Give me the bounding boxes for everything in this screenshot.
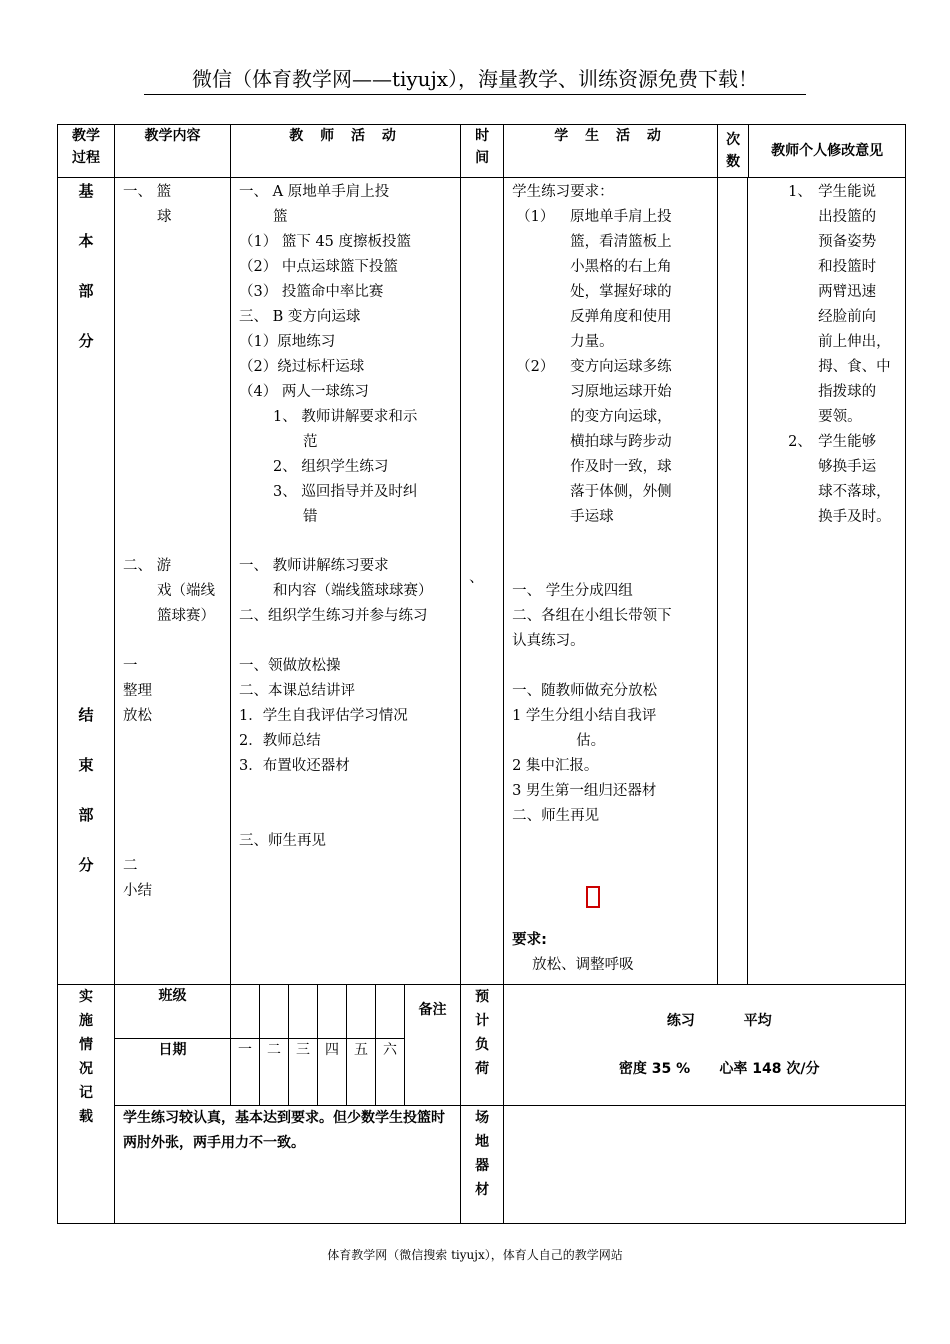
implementation-label: 实 施 情 况 记 载 [58,985,115,1224]
student-line: 的变方向运球， [570,409,672,425]
header-opinion: 教师个人修改意见 [771,143,884,159]
day-cell: 一 [231,1038,260,1105]
student-line: 习原地运球开始 [570,384,672,400]
teacher-line: （2）绕过标杆运球 [239,359,365,375]
count-cell [718,178,748,985]
red-mark-icon [586,886,600,908]
student-cell [504,178,718,985]
teacher-line: 3、 巡回指导并及时纠 [273,484,418,500]
header-process: 教学 过程 [58,125,115,178]
student-line: 3 男生第一组归还器材 [512,783,657,799]
remark-label: 备注 [405,985,461,1106]
student-line: 估。 [576,733,606,749]
section-label: 结 [78,706,94,724]
teacher-line: 二、本课总结讲评 [239,683,355,699]
student-line: 篮，看清篮板上 [570,234,672,250]
opinion-line: 拇、食、中 [818,359,891,375]
day-cell: 五 [347,1038,376,1105]
teacher-line: 一、领做放松操 [239,658,341,674]
opinion-line: 前上伸出， [818,334,891,350]
section-label: 部 [78,806,94,824]
student-line: 一、 学生分成四组 [512,583,633,599]
teacher-line: 3．布置收还器材 [239,758,350,774]
content-line: 小结 [123,883,152,899]
student-line: 1 学生分组小结自我评 [512,708,657,724]
class-slot [347,985,376,1039]
lesson-plan-table [57,124,906,1224]
opinion-line: 学生能说 [818,184,877,200]
teacher-line: 二、组织学生练习并参与练习 [239,608,428,624]
teacher-line: （2） 中点运球篮下投篮 [239,259,398,275]
opinion-line: 2、 [788,434,812,450]
opinion-line: 两臂迅速 [818,284,877,300]
student-line: 变方向运球多练 [570,359,672,375]
teacher-line: 错 [303,509,318,525]
opinion-line: 和投篮时 [818,259,877,275]
header-teacher: 教 师 活 动 [231,125,461,178]
day-cell: 四 [318,1038,347,1105]
section-label: 基 [78,182,94,200]
student-line: 放松、调整呼吸 [532,957,634,973]
load-label: 预 计 负 荷 [461,985,504,1106]
student-line: 小黑格的右上角 [570,259,672,275]
class-slot [318,985,347,1039]
time-mark: 、 [469,570,484,586]
opinion-cell [748,178,906,985]
header-content: 教学内容 [115,125,231,178]
student-line: 手运球 [570,509,614,525]
student-line: 二、各组在小组长带领下 [512,608,672,624]
date-label: 日期 [115,1038,231,1105]
class-slot [231,985,260,1039]
teacher-cell [231,178,461,985]
content-line: 一、 篮 [123,184,172,200]
student-line: 要求: [512,932,547,948]
content-cell [115,178,231,985]
opinion-line: 指拨球的 [818,384,877,400]
student-line: （1） [516,209,555,225]
time-cell [461,178,504,985]
opinion-line: 1、 [788,184,812,200]
teacher-line: （3） 投篮命中率比赛 [239,284,384,300]
teacher-line: 2．教师总结 [239,733,321,749]
teacher-line: 三、 B 变方向运球 [239,309,361,325]
teacher-line: （4） 两人一球练习 [239,384,369,400]
teacher-line: 一、 教师讲解练习要求 [239,558,389,574]
venue-label: 场 地 器 材 [461,1106,504,1224]
teacher-line: 1、 教师讲解要求和示 [273,409,418,425]
header-count-opinion [718,125,906,178]
teacher-line: （1）原地练习 [239,334,336,350]
teacher-line: 2、 组织学生练习 [273,459,389,475]
teacher-line: 和内容（端线篮球球赛） [273,583,433,599]
opinion-line: 要领。 [818,409,862,425]
day-cell: 三 [289,1038,318,1105]
opinion-line: 经脸前向 [818,309,877,325]
student-line: 二、师生再见 [512,808,600,824]
table-body-row [58,178,906,985]
student-line: 处，掌握好球的 [570,284,672,300]
class-row [58,985,906,1039]
student-line: 横拍球与跨步动 [570,434,672,450]
student-line: 学生练习要求： [512,184,614,200]
summary-row [58,1106,906,1224]
header-student: 学 生 活 动 [504,125,718,178]
content-line: 戏（端线 [157,583,215,599]
content-line: 篮球赛） [157,608,215,624]
opinion-line: 出投篮的 [818,209,877,225]
opinion-line: 够换手运 [818,459,877,475]
teacher-line: 1．学生自我评估学习情况 [239,708,408,724]
venue-content [504,1106,906,1224]
section-label: 束 [78,756,94,774]
student-line: 原地单手肩上投 [570,209,672,225]
section-label: 分 [78,332,94,350]
student-line: 2 集中汇报。 [512,758,599,774]
opinion-line: 预备姿势 [818,234,877,250]
process-cell [58,178,115,985]
content-line: 整理 [123,683,152,699]
student-line: 一、随教师做充分放松 [512,683,658,699]
load-values: 练习 平均 密度 35 % 心率 148 次/分 [504,985,906,1106]
content-line: 二、 游 [123,558,172,574]
day-cell: 六 [376,1038,405,1105]
summary-text: 学生练习较认真，基本达到要求。但少数学生投篮时两肘外张，两手用力不一致。 [115,1106,461,1224]
teacher-line: 范 [303,434,318,450]
content-line: 一 [123,658,138,674]
student-line: 落于体侧，外侧 [570,484,672,500]
teacher-line: 三、师生再见 [239,833,326,849]
opinion-line: 学生能够 [818,434,877,450]
student-line: 反弹角度和使用 [570,309,672,325]
class-slot [289,985,318,1039]
content-line: 放松 [123,708,152,724]
student-line: 认真练习。 [512,633,585,649]
section-label: 部 [78,282,94,300]
class-slot [260,985,289,1039]
teacher-line: 篮 [273,209,288,225]
table-header-row [58,125,906,178]
teacher-line: （1） 篮下 45 度擦板投篮 [239,234,412,250]
opinion-line: 换手及时。 [818,509,891,525]
class-slot [376,985,405,1039]
page-footer: 体育教学网（微信搜索 tiyujx），体育人自己的教学网站 [327,1248,623,1262]
page-header-banner: 微信（体育教学网——tiyujx），海量教学、训练资源免费下载！ [144,64,806,95]
class-label: 班级 [115,985,231,1039]
day-cell: 二 [260,1038,289,1105]
content-line: 二 [123,858,138,874]
student-line: 力量。 [570,334,614,350]
content-line: 球 [157,209,172,225]
opinion-line: 球不落球， [818,484,891,500]
header-time: 时 间 [461,125,504,178]
section-label: 本 [78,232,94,250]
header-count: 次 数 [718,125,749,177]
teacher-line: 一、 A 原地单手肩上投 [239,184,390,200]
section-label: 分 [78,856,94,874]
student-line: 作及时一致，球 [570,459,672,475]
student-line: （2） [516,359,555,375]
